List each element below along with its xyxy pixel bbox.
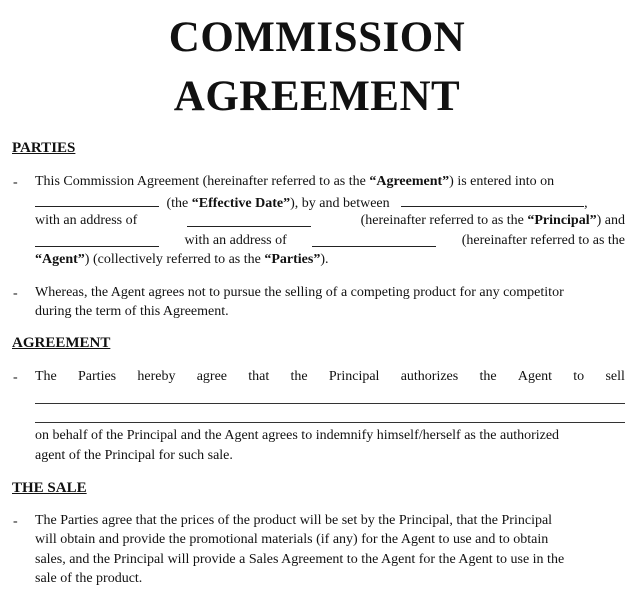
parties-line-1 [35,175,625,189]
sale-line-4: sale of the product. [35,571,143,586]
sale-line-3: sales, and the Principal will provide a Sales Agreement to the Agent for the Agent to use in the [35,552,565,567]
parties-line-4 [35,234,625,248]
whereas-line-2: during the term of this Agreement. [35,304,229,319]
parties-line-5: “Agent”) (collectively referred to as the “Parties”). [35,252,329,267]
agreement-line-1: The Parties hereby agree that the Principal authorizes the Agent to sell [35,369,625,384]
agreement-heading: AGREEMENT [12,335,111,351]
sale-line-1: The Parties agree that the prices of the product will be set by the Principal, that the Principal [35,513,553,528]
address-label: with an address of [35,213,138,228]
document-title-line-1: COMMISSION [168,14,466,61]
agent-name-blank[interactable] [35,234,159,247]
bullet-dash: - [13,286,18,301]
whereas-line-1: Whereas, the Agent agrees not to pursue the selling of a competing product for any competitor [35,285,564,300]
document-title-line-2: AGREEMENT [173,73,461,120]
parties-heading: PARTIES [12,140,76,156]
parties-line-2: (the “Effective Date”), by and between , [35,194,625,211]
principal-name-blank[interactable] [401,194,584,207]
bullet-dash: - [13,175,18,190]
agreement-line-3: agent of the Principal for such sale. [35,448,233,463]
parties-text: (hereinafter referred to as the [461,233,625,248]
parties-text: This Commission Agreement (hereinafter referred to as the “Agreement”) is entered into on [35,174,555,189]
agreement-line-2: on behalf of the Principal and the Agent agrees to indemnify himself/herself as the authorized [35,428,560,443]
date-blank[interactable] [35,194,159,207]
principal-address-blank[interactable] [187,214,311,227]
bullet-dash: - [13,514,18,529]
product-blank-line-1[interactable] [35,403,625,404]
parties-line-3: with an address of (hereinafter referred to as the “Principal”) and [35,213,625,228]
sale-heading: THE SALE [12,480,87,496]
agent-address-blank[interactable] [312,234,436,247]
bullet-dash: - [13,370,18,385]
address-label: with an address of [184,233,287,248]
sale-line-2: will obtain and provide the promotional materials (if any) for the Agent to use and to obtain [35,532,549,547]
product-blank-line-2[interactable] [35,422,625,423]
